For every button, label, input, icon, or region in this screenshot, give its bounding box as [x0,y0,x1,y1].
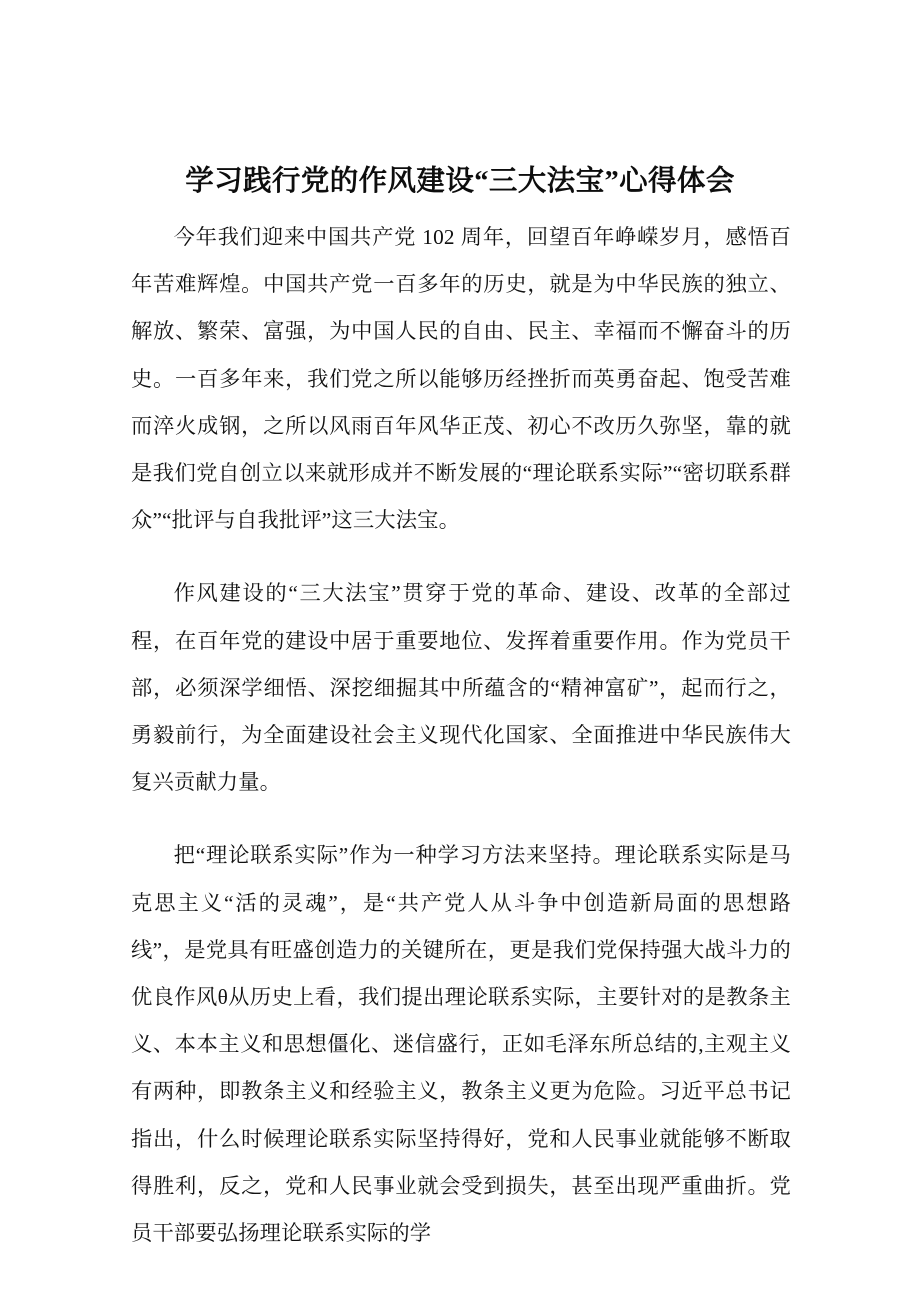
paragraph-2: 作风建设的“三大法宝”贯穿于党的革命、建设、改革的全部过程，在百年党的建设中居于重要地位、发挥着重要作用。作为党员干部，必须深学细悟、深挖细掘其中所蕴含的“精神富矿”，起而行之，勇毅前行，为全面建设社会主义现代化国家、全面推进中华民族伟大复兴贡献力量。 [131,581,791,795]
paragraph-3: 把“理论联系实际”作为一种学习方法来坚持。理论联系实际是马克思主义“活的灵魂”，是“共产党人从斗争中创造新局面的思想路线”，是党具有旺盛创造力的关键所在，更是我们党保持强大战斗力的优良作风θ从历史上看，我们提出理论联系实际，主要针对的是教条主义、本本主义和思想僵化、迷信盛行，正如毛泽东所总结的,主观主义有两种，即教条主义和经验主义，教条主义更为危险。习近平总书记指出，什么时候理论联系实际坚持得好，党和人民事业就能够不断取得胜利，反之，党和人民事业就会受到损失，甚至出现严重曲折。党员干部要弘扬理论联系实际的学 [131,843,791,1246]
page-title: 学习践行党的作风建设“三大法宝”心得体会 [185,166,735,198]
document-body [131,214,791,1257]
paragraph-1: 今年我们迎来中国共产党 102 周年，回望百年峥嵘岁月，感悟百年苦难辉煌。中国共产党一百多年的历史，就是为中华民族的独立、解放、繁荣、富强，为中国人民的自由、民主、幸福而不懈奋斗的历史。一百多年来，我们党之所以能够历经挫折而英勇奋起、饱受苦难而淬火成钢，之所以风雨百年风华正茂、初心不改历久弥坚，靠的就是我们党自创立以来就形成并不断发展的“理论联系实际”“密切联系群众”“批评与自我批评”这三大法宝。 [131,225,791,533]
